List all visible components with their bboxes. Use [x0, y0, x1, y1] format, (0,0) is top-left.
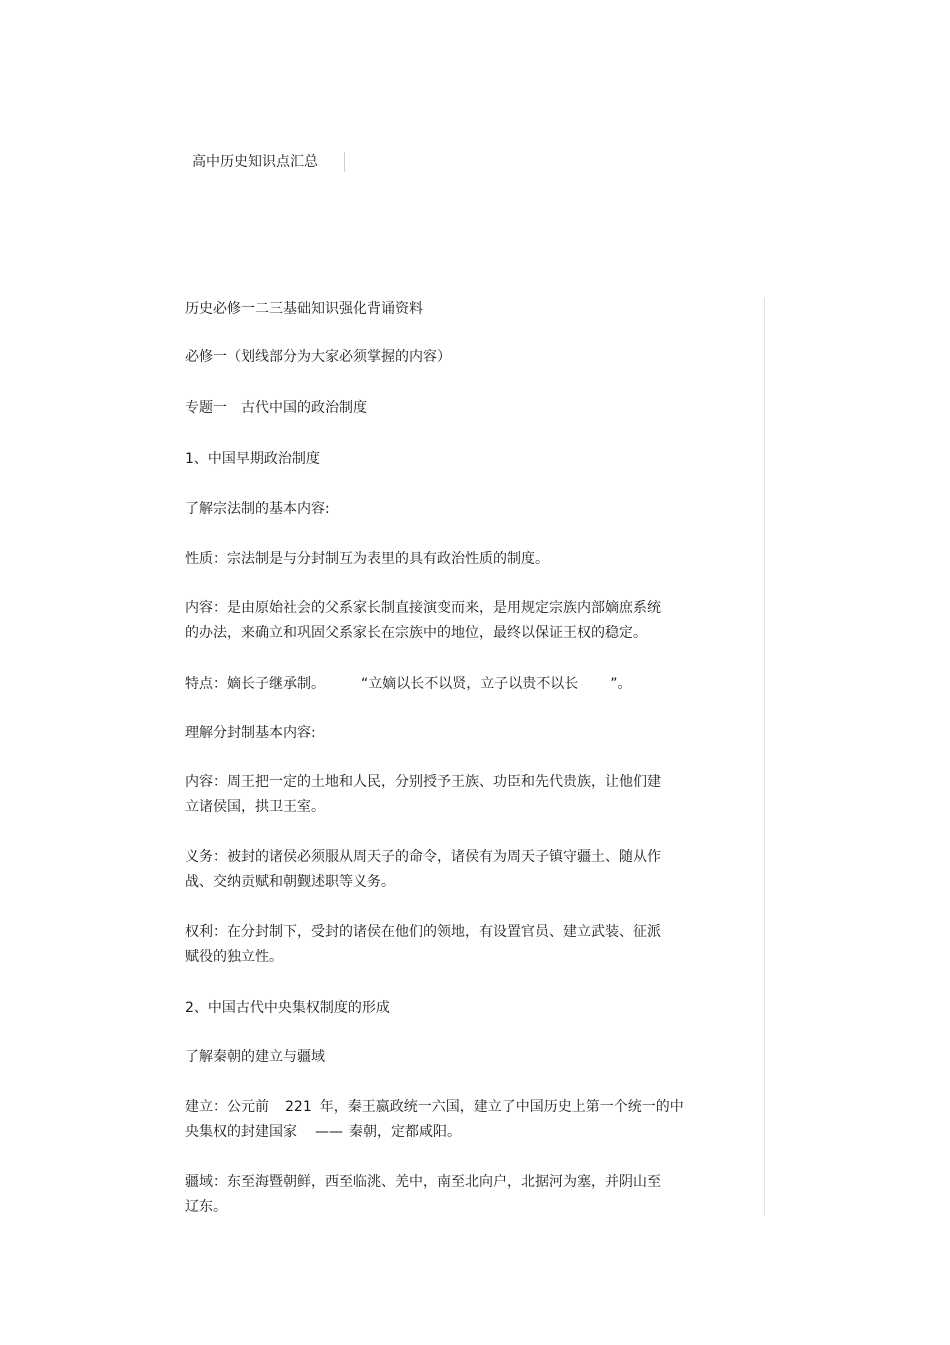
feature-label: 特点：嫡长子继承制。: [185, 676, 325, 692]
feature-paragraph: [185, 672, 715, 697]
duty-paragraph: 义务：被封的诸侯必须服从周天子的命令，诸侯有为周天子镇守疆土、随从作 战、交纳贡赋和朝觐述职等义务。: [185, 849, 661, 890]
section-subheading: 理解分封制基本内容:: [185, 725, 316, 741]
dash: ——: [315, 1124, 343, 1140]
establishment-paragraph: 建立：公元前 221 年，秦王嬴政统一六国，建立了中国历史上第一个统一的中 央集权的封建国家 —— 秦朝，定都咸阳。: [185, 1099, 684, 1140]
fengjian-content-paragraph: 内容：周王把一定的土地和人民，分别授予王族、功臣和先代贵族，让他们建 立诸侯国，拱卫王室。: [185, 774, 661, 815]
subtitle: 历史必修一二三基础知识强化背诵资料: [185, 301, 423, 317]
content-paragraph: 内容：是由原始社会的父系家长制直接演变而来，是用规定宗族内部嫡庶系统 的办法，来确立和巩固父系家长在宗族中的地位，最终以保证王权的稳定。: [185, 600, 661, 641]
feature-quote-end: ”。: [610, 676, 632, 692]
feature-quote: “立嫡以长不以贤，立子以贵不以长: [361, 676, 579, 692]
rights-paragraph: 权利：在分封制下，受封的诸侯在他们的领地，有设置官员、建立武装、征派 赋役的独立性。: [185, 924, 661, 965]
topic-heading: 专题一 古代中国的政治制度: [185, 400, 367, 416]
nature-paragraph: 性质：宗法制是与分封制互为表里的具有政治性质的制度。: [185, 551, 549, 567]
margin-rule: [764, 298, 765, 1216]
document-title: [192, 152, 345, 172]
year: 221: [285, 1099, 312, 1115]
note: 必修一（划线部分为大家必须掌握的内容）: [185, 349, 451, 365]
section-heading: 1、中国早期政治制度: [185, 451, 320, 467]
section-heading: 2、中国古代中央集权制度的形成: [185, 1000, 390, 1016]
document-title-text: 高中历史知识点汇总: [192, 154, 318, 170]
territory-paragraph: 疆域：东至海暨朝鲜，西至临洮、羌中，南至北向户，北据河为塞，并阴山至 辽东。: [185, 1174, 661, 1215]
section-subheading: 了解秦朝的建立与疆域: [185, 1049, 325, 1065]
section-subheading: 了解宗法制的基本内容:: [185, 501, 330, 517]
